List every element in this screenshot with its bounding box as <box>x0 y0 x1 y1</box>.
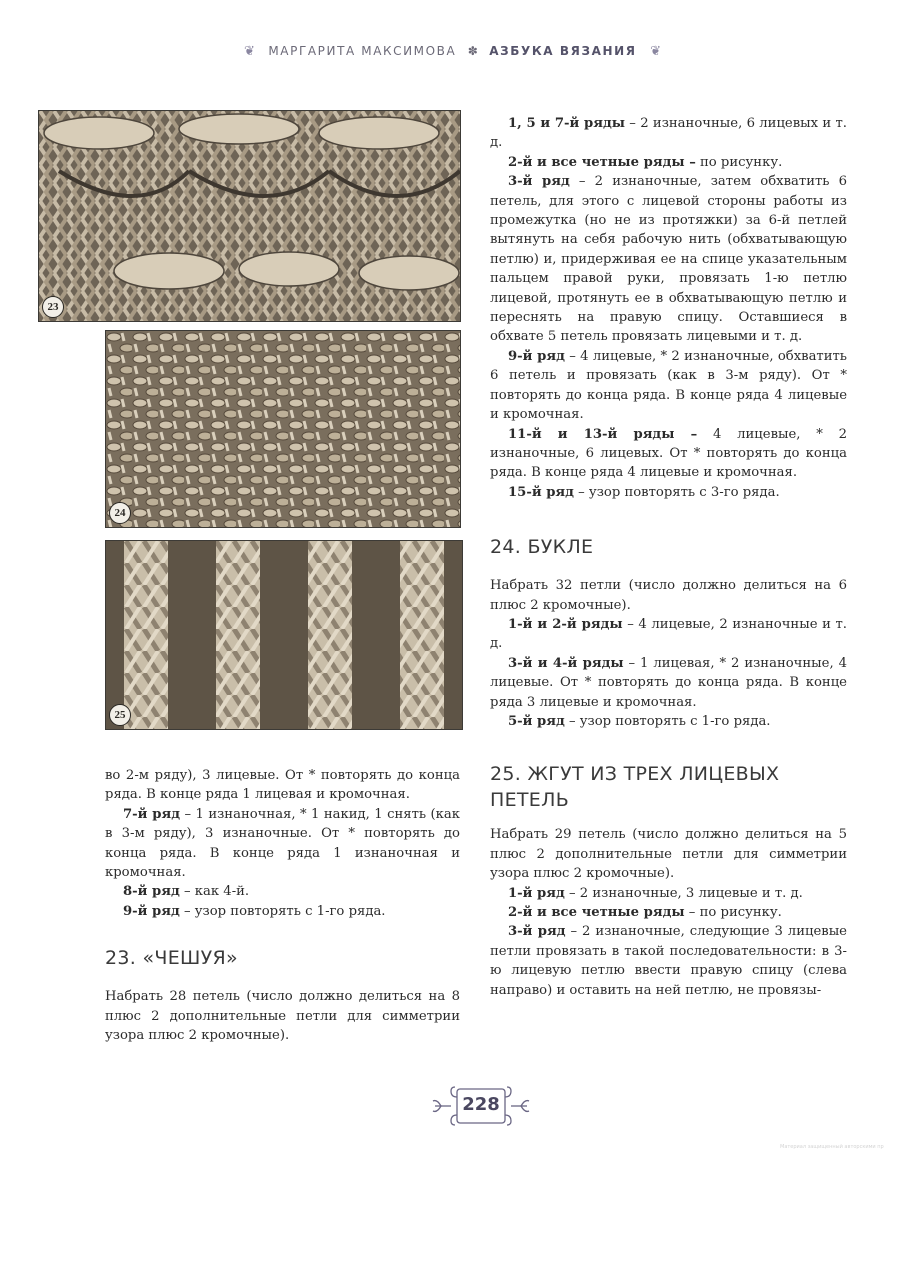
page-number: 228 <box>462 1094 500 1115</box>
paragraph: 9-й ряд – 4 лицевые, * 2 изнаночные, обхватить 6 петель и провязать (как в 3-м ряду). От * повторять до конца ряда. В конце ряда 4 лицевые и кромочная. <box>490 348 847 423</box>
left-column <box>105 766 460 1045</box>
paragraph: 15-й ряд – узор повторять с 3-го ряда. <box>508 484 780 500</box>
header-author: МАРГАРИТА МАКСИМОВА <box>268 44 457 58</box>
leaf-ornament-icon: ❦ <box>244 44 255 59</box>
paragraph: 1-й ряд – 2 изнаночные, 3 лицевые и т. д. <box>508 885 803 901</box>
section-heading: 25. ЖГУТ ИЗ ТРЕХ ЛИЦЕВЫХ ПЕТЕЛЬ <box>490 763 780 812</box>
paragraph: 9-й ряд – узор повторять с 1-го ряда. <box>123 903 386 919</box>
paragraph: 2-й и все четные ряды – по рисунку. <box>508 154 783 170</box>
header-separator-icon: ✽ <box>467 44 478 58</box>
figure-number-badge: 25 <box>109 704 131 726</box>
figure-number-badge: 24 <box>109 502 131 524</box>
paragraph: 1-й и 2-й ряды – 4 лицевые, 2 изнаночные и т. д. <box>490 616 847 652</box>
paragraph: 3-й ряд – 2 изнаночные, следующие 3 лицевые петли провязать в такой последовательности: в 3-ю лицевую петлю ввести правую спицу (слева направо) и оставить на ней петлю, не провязы- <box>490 924 847 998</box>
page-number-frame <box>431 1083 531 1129</box>
header-book-title: АЗБУКА ВЯЗАНИЯ <box>489 44 637 58</box>
knit-cable-texture <box>106 541 462 729</box>
knit-scale-texture <box>39 111 460 321</box>
paragraph: 8-й ряд – как 4-й. <box>123 884 250 900</box>
knit-boucle-texture <box>106 331 460 527</box>
paragraph: Набрать 32 петли (число должно делиться на 6 плюс 2 кромочные). <box>490 578 847 613</box>
figure-25-photo <box>105 540 463 730</box>
section-heading: 24. БУКЛЕ <box>490 536 594 559</box>
paragraph: 3-й и 4-й ряды – 1 лицевая, * 2 изнаночные, 4 лицевые. От * повторять до конца ряда. В конце ряда 3 лицевые и кромочная. <box>490 655 847 710</box>
paragraph: во 2-м ряду), 3 лицевые. От * повторять до конца ряда. В конце ряда 1 лицевая и кромочная. <box>105 768 460 803</box>
leaf-ornament-icon: ❦ <box>650 44 661 59</box>
paragraph: 3-й ряд – 2 изнаночные, затем обхватить 6 петель, для этого с лицевой стороны работы из промежутка (но не из протяжки) за 6-й петлей вытянуть на себя рабочую нить (обхватывающую петлю) и, придерживая ее на спице указательным пальцем правой руки, провязать 1-ю петлю лицевой, протянуть ее в обхватывающую петлю и переснять на правую спицу. Оставшиеся в обхвате 5 петель провязать лицевыми и т. д. <box>490 174 848 345</box>
paragraph: 7-й ряд – 1 изнаночная, * 1 накид, 1 снять (как в 3-м ряду), 3 изнаночные. От * повторять до конца ряда. В конце ряда 1 изнаночная и кромочная. <box>105 806 460 881</box>
section-heading: 23. «ЧЕШУЯ» <box>105 947 238 970</box>
paragraph: Набрать 28 петель (число должно делиться на 8 плюс 2 дополнительные петли для симметрии узора плюс 2 кромочные). <box>105 989 460 1044</box>
figure-24-photo <box>105 330 461 528</box>
copyright-watermark: Материал защищенный авторскими пр <box>780 1144 884 1150</box>
paragraph: 11-й и 13-й ряды – 4 лицевые, * 2 изнаночные, 6 лицевых. От * повторять до конца ряда. В конце ряда 4 лицевые и кромочная. <box>490 426 847 481</box>
paragraph: 2-й и все четные ряды – по рисунку. <box>508 905 782 920</box>
paragraph: 5-й ряд – узор повторять с 1-го ряда. <box>508 713 771 729</box>
running-header <box>0 44 905 64</box>
right-column <box>490 114 847 1000</box>
figure-23-photo <box>38 110 461 322</box>
figure-number-badge: 23 <box>42 296 64 318</box>
paragraph: 1, 5 и 7-й ряды – 2 изнаночные, 6 лицевых и т. д. <box>490 116 847 151</box>
paragraph: Набрать 29 петель (число должно делиться на 5 плюс 2 дополнительные петли для симметрии узора плюс 2 кромочные). <box>490 827 847 882</box>
